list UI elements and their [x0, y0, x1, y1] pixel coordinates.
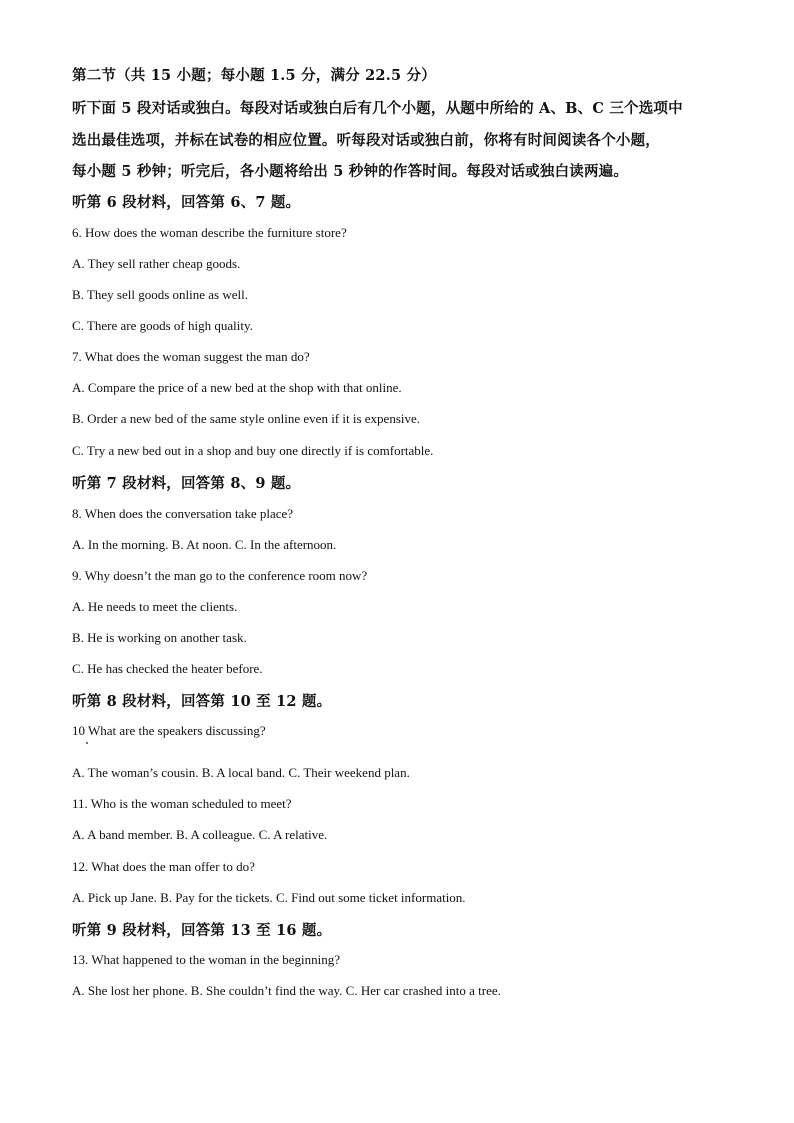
question-6-option-c: C. There are goods of high quality.	[72, 318, 253, 333]
question-7-option-c: C. Try a new bed out in a shop and buy one directly if is comfortable.	[72, 443, 434, 458]
instruction-line-1: 听下面 5 段对话或独白。每段对话或独白后有几个小题，从题中所给的 A、B、C 三个选项中	[72, 100, 683, 117]
instruction-line-2: 选出最佳选项，并标在试卷的相应位置。听每段对话或独白前，你将有时间阅读各个小题，	[72, 132, 660, 149]
material-7-heading: 听第 7 段材料，回答第 8、9 题。	[72, 475, 301, 492]
stray-dot	[86, 742, 88, 744]
question-8: 8. When does the conversation take place?	[72, 506, 294, 521]
question-7-option-a: A. Compare the price of a new bed at the shop with that online.	[72, 380, 402, 395]
question-6-option-b: B. They sell goods online as well.	[72, 287, 248, 302]
question-13-options: A. She lost her phone. B. She couldn’t find the way. C. Her car crashed into a tree.	[72, 983, 501, 998]
instruction-line-3: 每小题 5 秒钟；听完后，各小题将给出 5 秒钟的作答时间。每段对话或独白读两遍。	[72, 163, 629, 180]
material-9-heading: 听第 9 段材料，回答第 13 至 16 题。	[72, 922, 332, 939]
question-10: 10 What are the speakers discussing?	[72, 723, 266, 738]
question-7: 7. What does the woman suggest the man do?	[72, 349, 310, 364]
question-12: 12. What does the man offer to do?	[72, 859, 255, 874]
question-11: 11. Who is the woman scheduled to meet?	[72, 796, 292, 811]
question-6-option-a: A. They sell rather cheap goods.	[72, 256, 241, 271]
question-8-options: A. In the morning. B. At noon. C. In the afternoon.	[72, 537, 337, 552]
section-heading: 第二节（共 15 小题；每小题 1.5 分，满分 22.5 分）	[72, 67, 436, 84]
question-11-options: A. A band member. B. A colleague. C. A relative.	[72, 827, 328, 842]
question-9: 9. Why doesn’t the man go to the conference room now?	[72, 568, 368, 583]
question-10-options: A. The woman’s cousin. B. A local band. C. Their weekend plan.	[72, 765, 410, 780]
material-6-heading: 听第 6 段材料，回答第 6、7 题。	[72, 194, 301, 211]
material-8-heading: 听第 8 段材料，回答第 10 至 12 题。	[72, 693, 332, 710]
question-7-option-b: B. Order a new bed of the same style online even if it is expensive.	[72, 411, 421, 426]
question-6: 6. How does the woman describe the furniture store?	[72, 225, 347, 240]
question-13: 13. What happened to the woman in the beginning?	[72, 952, 340, 967]
question-12-options: A. Pick up Jane. B. Pay for the tickets. C. Find out some ticket information.	[72, 890, 466, 905]
question-9-option-a: A. He needs to meet the clients.	[72, 599, 238, 614]
question-9-option-c: C. He has checked the heater before.	[72, 661, 263, 676]
question-9-option-b: B. He is working on another task.	[72, 630, 247, 645]
